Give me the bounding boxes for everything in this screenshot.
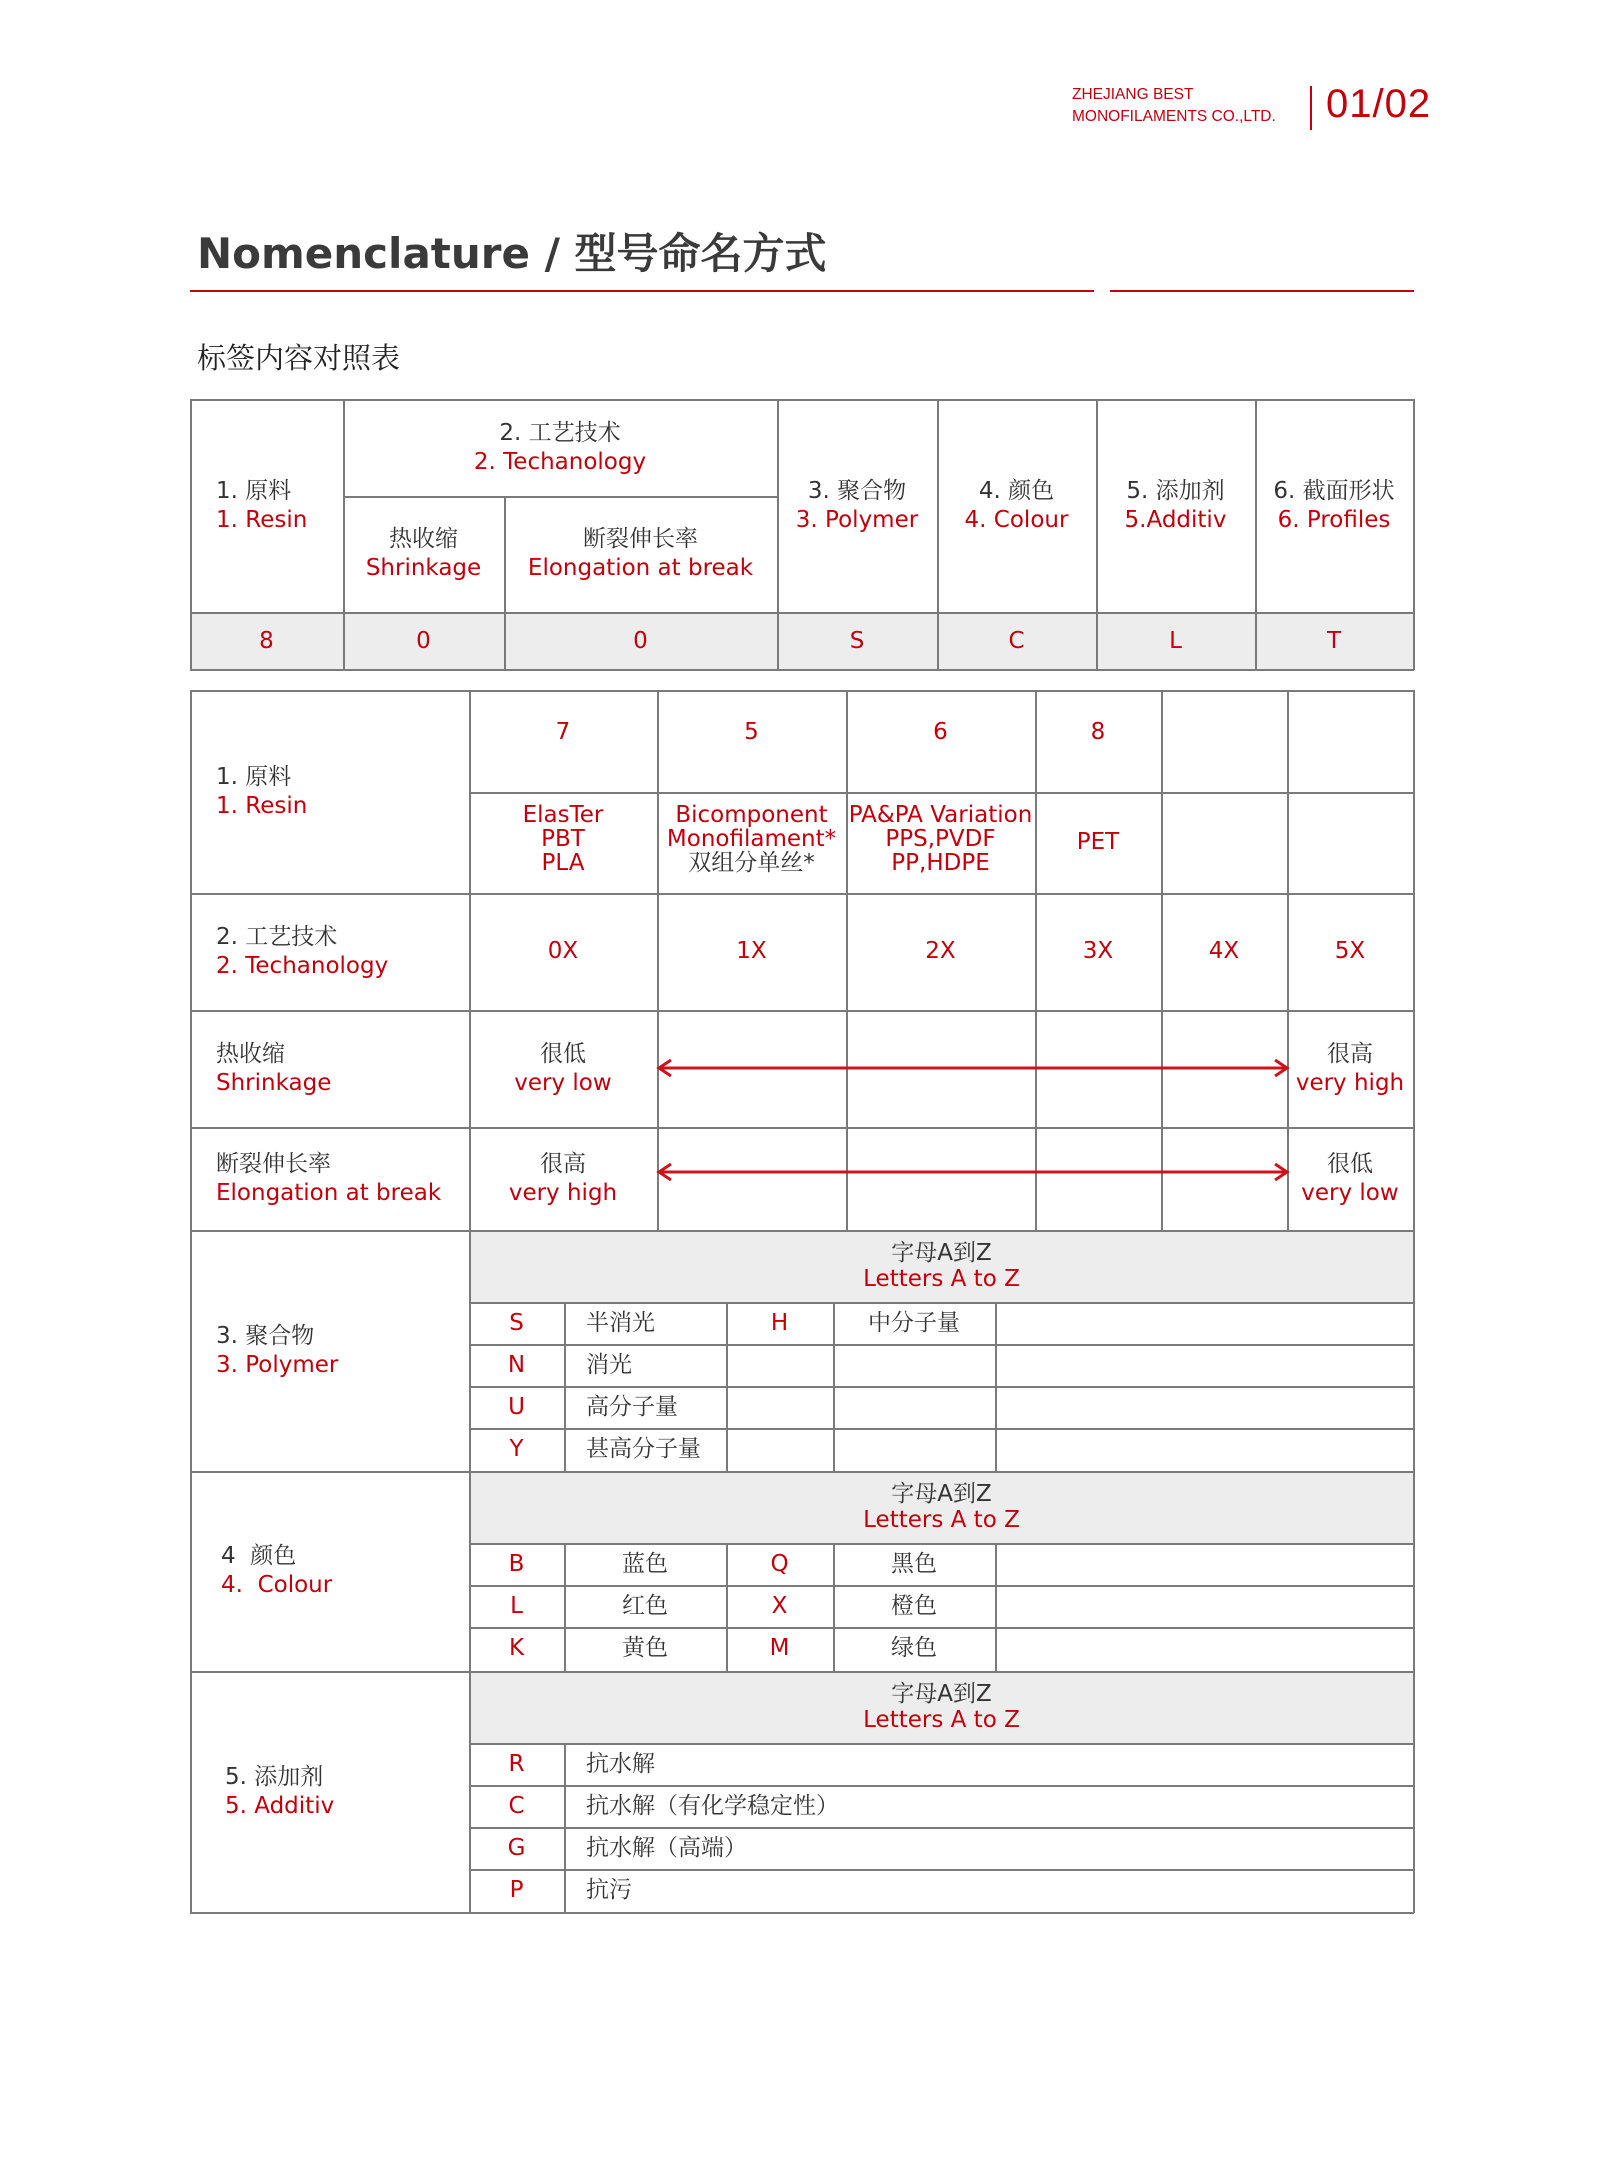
colour-label-zh: 4 颜色 xyxy=(221,1543,297,1569)
elongation-label xyxy=(216,1127,466,1230)
header-polymer-en: 3. Polymer xyxy=(795,506,919,533)
letters-zh: 字母A到Z xyxy=(891,1240,992,1266)
polymer-letters-header xyxy=(469,1230,1414,1302)
material-line: ElasTer xyxy=(522,802,604,828)
shrinkage-range-arrow-icon xyxy=(655,1056,1291,1080)
header-divider xyxy=(1310,86,1312,130)
additiv-code: C xyxy=(508,1792,525,1819)
polymer-code: S xyxy=(509,1309,524,1336)
header-polymer-zh: 3. 聚合物 xyxy=(807,477,907,504)
elongation-end-zh: 很低 xyxy=(1327,1150,1373,1177)
grid-vline xyxy=(564,1743,566,1912)
elongation-end-en: very low xyxy=(1301,1179,1399,1206)
table1-vline xyxy=(1413,399,1415,670)
header-additiv xyxy=(1096,399,1255,612)
title-underline-short xyxy=(1110,290,1414,292)
colour-desc: 绿色 xyxy=(891,1634,937,1661)
header-shrinkage xyxy=(343,496,504,612)
colour-desc: 黑色 xyxy=(891,1550,937,1577)
polymer-label xyxy=(216,1230,466,1471)
letters-zh: 字母A到Z xyxy=(891,1481,992,1507)
technology-label xyxy=(216,893,466,1010)
material-line: Bicomponent xyxy=(675,802,828,828)
code-additiv: L xyxy=(1169,627,1182,654)
resin-label-en: 1. Resin xyxy=(216,792,308,819)
header-resin-en: 1. Resin xyxy=(216,506,308,533)
header-colour xyxy=(937,399,1096,612)
polymer-desc: 高分子量 xyxy=(586,1393,678,1420)
header-polymer xyxy=(777,399,937,612)
grid-vline xyxy=(995,1543,997,1671)
material-line: Monofilament* xyxy=(666,826,837,852)
header-elongation-en: Elongation at break xyxy=(527,555,754,581)
colour-desc: 红色 xyxy=(622,1592,668,1619)
technology-code: 5X xyxy=(1334,938,1366,964)
additiv-code: P xyxy=(509,1876,524,1903)
material-line: 双组分单丝* xyxy=(688,850,815,876)
shrinkage-high-en: very high xyxy=(1295,1069,1405,1096)
additiv-desc: 抗水解（有化学稳定性） xyxy=(586,1792,839,1819)
colour-code: M xyxy=(769,1634,790,1661)
additiv-label-en: 5. Additiv xyxy=(225,1792,335,1819)
additiv-code: G xyxy=(507,1834,526,1861)
resin-material-pet xyxy=(1035,792,1161,893)
technology-code: 3X xyxy=(1082,938,1114,964)
polymer-desc: 消光 xyxy=(586,1351,632,1378)
colour-letters-header xyxy=(469,1471,1414,1543)
technology-code: 1X xyxy=(736,938,767,964)
technology-code: 0X xyxy=(547,938,579,964)
polymer-label-en: 3. Polymer xyxy=(216,1351,339,1378)
elongation-label-zh: 断裂伸长率 xyxy=(216,1150,331,1177)
header-technology-en: 2. Techanology xyxy=(473,448,647,475)
company-name xyxy=(1072,84,1306,128)
technology-label-zh: 2. 工艺技术 xyxy=(216,923,338,950)
shrinkage-low xyxy=(469,1010,657,1127)
elongation-start-zh: 很高 xyxy=(540,1150,586,1177)
resin-code: 5 xyxy=(744,719,759,745)
header-profiles-zh: 6. 截面形状 xyxy=(1273,477,1395,504)
code-shrinkage: 0 xyxy=(416,627,431,654)
header-technology xyxy=(343,399,777,496)
material-line: PBT xyxy=(541,826,585,852)
shrinkage-label-zh: 热收缩 xyxy=(216,1040,285,1067)
letters-en: Letters A to Z xyxy=(863,1507,1020,1533)
additiv-desc: 抗污 xyxy=(586,1876,632,1903)
resin-material-pa xyxy=(846,800,1035,878)
colour-desc: 蓝色 xyxy=(622,1550,668,1577)
colour-desc: 黄色 xyxy=(622,1634,668,1661)
resin-material-elaster xyxy=(469,800,657,878)
title-underline xyxy=(190,290,1094,292)
header-colour-en: 4. Colour xyxy=(964,506,1069,533)
header-additiv-en: 5.Additiv xyxy=(1124,506,1227,533)
shrinkage-label xyxy=(216,1010,466,1127)
letters-en: Letters A to Z xyxy=(863,1266,1020,1292)
elongation-label-en: Elongation at break xyxy=(216,1179,442,1206)
header-profiles xyxy=(1255,399,1413,612)
company-name-line1: ZHEJIANG BEST xyxy=(1072,86,1194,103)
additiv-desc: 抗水解 xyxy=(586,1750,655,1777)
table2-border-bottom xyxy=(190,1912,1414,1914)
polymer-desc: 半消光 xyxy=(586,1309,655,1336)
code-elongation: 0 xyxy=(633,627,648,654)
header-colour-zh: 4. 颜色 xyxy=(978,477,1055,504)
resin-inner-divider xyxy=(469,792,1414,794)
material-line: PPS,PVDF xyxy=(885,826,996,852)
letters-en: Letters A to Z xyxy=(863,1707,1020,1733)
company-name-line2: MONOFILAMENTS CO.,LTD. xyxy=(1072,108,1276,125)
header-additiv-zh: 5. 添加剂 xyxy=(1126,477,1225,504)
shrinkage-low-en: very low xyxy=(514,1069,612,1096)
elongation-start-en: very high xyxy=(508,1179,618,1206)
colour-label xyxy=(221,1471,466,1671)
section-subtitle: 标签内容对照表 xyxy=(197,341,401,375)
colour-code: Q xyxy=(770,1550,789,1577)
shrinkage-high xyxy=(1287,1010,1413,1127)
technology-label-en: 2. Techanology xyxy=(216,952,389,979)
polymer-code: N xyxy=(507,1351,526,1378)
colour-code: K xyxy=(508,1634,525,1661)
letters-zh: 字母A到Z xyxy=(891,1681,992,1707)
grid-vline xyxy=(995,1302,997,1471)
shrinkage-low-zh: 很低 xyxy=(540,1040,586,1067)
polymer-desc: 中分子量 xyxy=(868,1309,960,1336)
header-technology-zh: 2. 工艺技术 xyxy=(499,419,621,446)
grid-vline xyxy=(564,1302,566,1471)
resin-code: 8 xyxy=(1090,719,1106,745)
header-elongation-zh: 断裂伸长率 xyxy=(583,526,698,552)
resin-code: 7 xyxy=(555,719,571,745)
header-elongation xyxy=(504,496,777,612)
header-shrinkage-zh: 热收缩 xyxy=(389,526,458,552)
shrinkage-label-en: Shrinkage xyxy=(216,1069,332,1096)
page-title: Nomenclature / 型号命名方式 xyxy=(197,229,827,278)
additiv-desc: 抗水解（高端） xyxy=(586,1834,747,1861)
polymer-code: Y xyxy=(509,1435,524,1462)
resin-material-bicomponent xyxy=(657,800,846,878)
elongation-start xyxy=(469,1127,657,1230)
resin-code: 6 xyxy=(933,719,948,745)
colour-desc: 橙色 xyxy=(891,1592,937,1619)
resin-label-zh: 1. 原料 xyxy=(216,763,292,790)
additiv-letters-header xyxy=(469,1671,1414,1743)
colour-code: B xyxy=(508,1550,525,1577)
code-colour: C xyxy=(1008,627,1025,654)
header-profiles-en: 6. Profiles xyxy=(1277,506,1391,533)
code-resin: 8 xyxy=(259,627,274,654)
colour-code: L xyxy=(510,1592,523,1619)
colour-label-en: 4. Colour xyxy=(221,1572,333,1598)
header-resin xyxy=(216,399,343,612)
header-resin-zh: 1. 原料 xyxy=(216,477,292,504)
code-polymer: S xyxy=(849,627,865,654)
material-line: PET xyxy=(1076,829,1120,855)
polymer-code: U xyxy=(508,1393,525,1420)
page-number: 01/02 xyxy=(1326,82,1432,126)
shrinkage-high-zh: 很高 xyxy=(1327,1040,1373,1067)
header-shrinkage-en: Shrinkage xyxy=(365,555,482,581)
polymer-desc: 甚高分子量 xyxy=(586,1435,701,1462)
technology-code: 2X xyxy=(925,938,956,964)
table2-border-left xyxy=(190,690,192,1913)
polymer-label-zh: 3. 聚合物 xyxy=(216,1322,315,1349)
polymer-code: H xyxy=(770,1309,789,1336)
additiv-code: R xyxy=(508,1750,525,1777)
technology-code: 4X xyxy=(1208,938,1240,964)
elongation-end xyxy=(1287,1127,1413,1230)
additiv-label xyxy=(225,1671,466,1912)
material-line: PP,HDPE xyxy=(891,850,990,876)
resin-label xyxy=(216,690,466,893)
material-line: PLA xyxy=(541,850,585,876)
additiv-label-zh: 5. 添加剂 xyxy=(225,1763,324,1790)
elongation-range-arrow-icon xyxy=(655,1160,1291,1184)
material-line: PA&PA Variation xyxy=(848,802,1033,828)
code-profiles: T xyxy=(1326,627,1342,654)
colour-code: X xyxy=(771,1592,788,1619)
